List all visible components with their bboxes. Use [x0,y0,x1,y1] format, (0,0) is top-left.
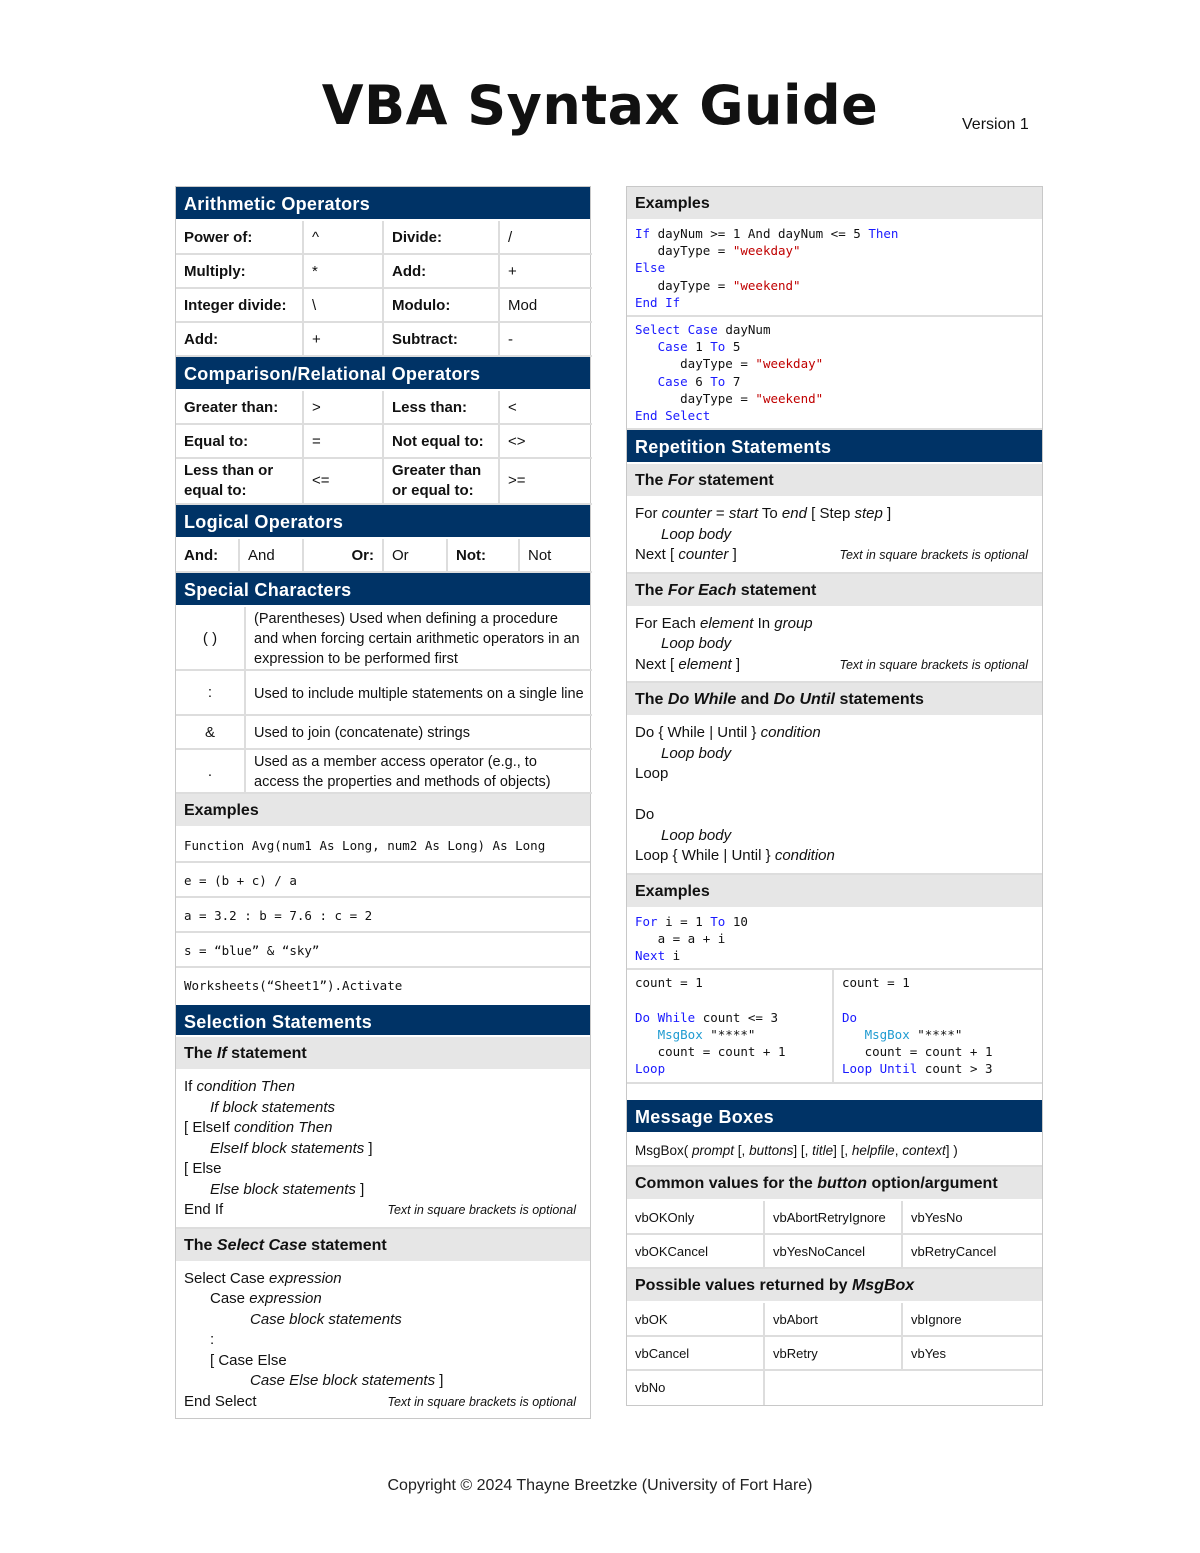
arithmetic-header: Arithmetic Operators [176,187,590,221]
op-symbol: > [304,391,384,425]
op-symbol: * [304,255,384,289]
special-examples [176,828,590,1003]
op-label: Less than: [384,391,500,425]
op-symbol: + [304,323,384,357]
arithmetic-table [176,221,590,357]
op-symbol: / [500,221,592,255]
if-statement-title: The If statement [176,1037,590,1071]
select-example-code: Select Case dayNum Case 1 To 5 dayType = "weekday" Case 6 To 7 dayType = "weekend" End Select [627,317,1042,430]
op-label: Subtract: [384,323,500,357]
button-value: vbYesNoCancel [765,1235,903,1269]
return-value: vbAbort [765,1303,903,1337]
code-line: a = 3.2 : b = 7.6 : c = 2 [176,898,590,933]
selection-header: Selection Statements [176,1003,590,1037]
optional-note: Text in square brackets is optional [387,1203,576,1217]
op-label: Integer divide: [176,289,304,323]
button-value: vbRetryCancel [903,1235,1042,1269]
repetition-examples-label: Examples [627,875,1042,909]
right-column [626,186,1043,1406]
code-line: Worksheets(“Sheet1”).Activate [184,978,403,993]
op-label: Less than or equal to: [176,459,304,505]
op-symbol: >= [500,459,592,505]
op-label: Not: [448,539,520,573]
op-symbol: \ [304,289,384,323]
op-symbol: Or [384,539,448,573]
special-char: : [176,671,246,716]
special-char: & [176,716,246,750]
return-value: vbOK [627,1303,765,1337]
op-symbol: ^ [304,221,384,255]
op-symbol: Mod [500,289,592,323]
code-line: e = (b + c) / a [176,863,590,898]
comparison-table [176,391,590,505]
optional-note: Text in square brackets is optional [387,1394,576,1409]
special-char-desc: Used as a member access operator (e.g., to access the properties and methods of objects) [246,750,592,794]
op-label: Power of: [176,221,304,255]
op-label: Not equal to: [384,425,500,459]
op-label: Equal to: [176,425,304,459]
do-loop-title: The Do While and Do Until statements [627,683,1042,717]
do-while-example: count = 1 Do While count <= 3 MsgBox "****" count = count + 1 Loop [627,970,834,1081]
op-symbol: + [500,255,592,289]
if-example-code: If dayNum >= 1 And dayNum <= 5 Then dayType = "weekday" Else dayType = "weekend" End If [627,221,1042,317]
op-label: Divide: [384,221,500,255]
code-line: s = “blue” & “sky” [176,933,590,968]
optional-note: Text in square brackets is optional [839,657,1028,672]
op-label: Modulo: [384,289,500,323]
op-label: Greater than: [176,391,304,425]
msgbox-syntax: MsgBox( prompt [, buttons] [, title] [, helpfile, context] ) [627,1134,1042,1167]
page-title: VBA Syntax Guide [321,74,879,137]
select-case-title: The Select Case statement [176,1229,590,1263]
return-value: vbCancel [627,1337,765,1371]
special-char-desc: Used to join (concatenate) strings [246,716,592,750]
special-char-desc: Used to include multiple statements on a single line [246,671,592,716]
return-value: vbIgnore [903,1303,1042,1337]
button-value: vbAbortRetryIgnore [765,1201,903,1235]
return-values-title: Possible values returned by MsgBox [627,1269,1042,1303]
left-column [175,186,591,1419]
op-symbol: < [500,391,592,425]
for-example-code: For i = 1 To 10 a = a + i Next i [627,909,1042,971]
op-symbol: = [304,425,384,459]
button-value: vbOKCancel [627,1235,765,1269]
op-symbol: Not [520,539,592,573]
copyright-footer: Copyright © 2024 Thayne Breetzke (University of Fort Hare) [387,1477,813,1494]
empty-cell [765,1371,1042,1405]
for-statement-title: The For statement [627,464,1042,498]
return-value: vbNo [627,1371,765,1405]
button-value: vbYesNo [903,1201,1042,1235]
op-label: Multiply: [176,255,304,289]
do-examples [627,970,1042,1083]
special-char: ( ) [176,607,246,671]
op-label: Greater than or equal to: [384,459,500,505]
if-statement-syntax: If condition Then If block statements [ ElseIf condition Then ElseIf block statements ] [ Else Else block statements ] End If Text in square brackets is optional [176,1071,590,1229]
do-until-example: count = 1 Do MsgBox "****" count = count + 1 Loop Until count > 3 [842,975,993,1077]
op-label: Or: [304,539,384,573]
button-values-table [627,1201,1042,1269]
special-examples-label: Examples [176,794,590,828]
for-statement-syntax: For counter = start To end [ Step step ] Loop body Next [ counter ] Text in square brackets is optional [627,498,1042,574]
version-label: Version 1 [962,116,1029,133]
code-line: Function Avg(num1 As Long, num2 As Long) As Long [176,828,590,863]
special-characters-table [176,607,590,794]
button-value: vbOKOnly [627,1201,765,1235]
logical-header: Logical Operators [176,505,590,539]
button-values-title: Common values for the button option/argument [627,1167,1042,1201]
for-each-syntax: For Each element In group Loop body Next [ element ] Text in square brackets is optional [627,608,1042,684]
optional-note: Text in square brackets is optional [839,548,1028,563]
return-values-table [627,1303,1042,1405]
selection-examples-label: Examples [627,187,1042,221]
logical-table [176,539,590,573]
special-characters-header: Special Characters [176,573,590,607]
select-case-syntax: Select Case expression Case expression Case block statements : [ Case Else Case Else block statements ] End Select Text in square brackets is optional [176,1263,590,1419]
op-label: And: [176,539,240,573]
return-value: vbRetry [765,1337,903,1371]
op-symbol: <> [500,425,592,459]
message-boxes-header: Message Boxes [627,1084,1042,1134]
op-label: Add: [176,323,304,357]
op-label: Add: [384,255,500,289]
return-value: vbYes [903,1337,1042,1371]
op-symbol: <= [304,459,384,505]
special-char: . [176,750,246,794]
special-char-desc: (Parentheses) Used when defining a procedure and when forcing certain arithmetic operators in an expression to be performed first [246,607,592,671]
op-symbol: And [240,539,304,573]
for-each-title: The For Each statement [627,574,1042,608]
comparison-header: Comparison/Relational Operators [176,357,590,391]
repetition-header: Repetition Statements [627,430,1042,464]
do-loop-syntax: Do { While | Until } condition Loop body Loop Do Loop body Loop { While | Until } condition [627,717,1042,875]
op-symbol: - [500,323,592,357]
